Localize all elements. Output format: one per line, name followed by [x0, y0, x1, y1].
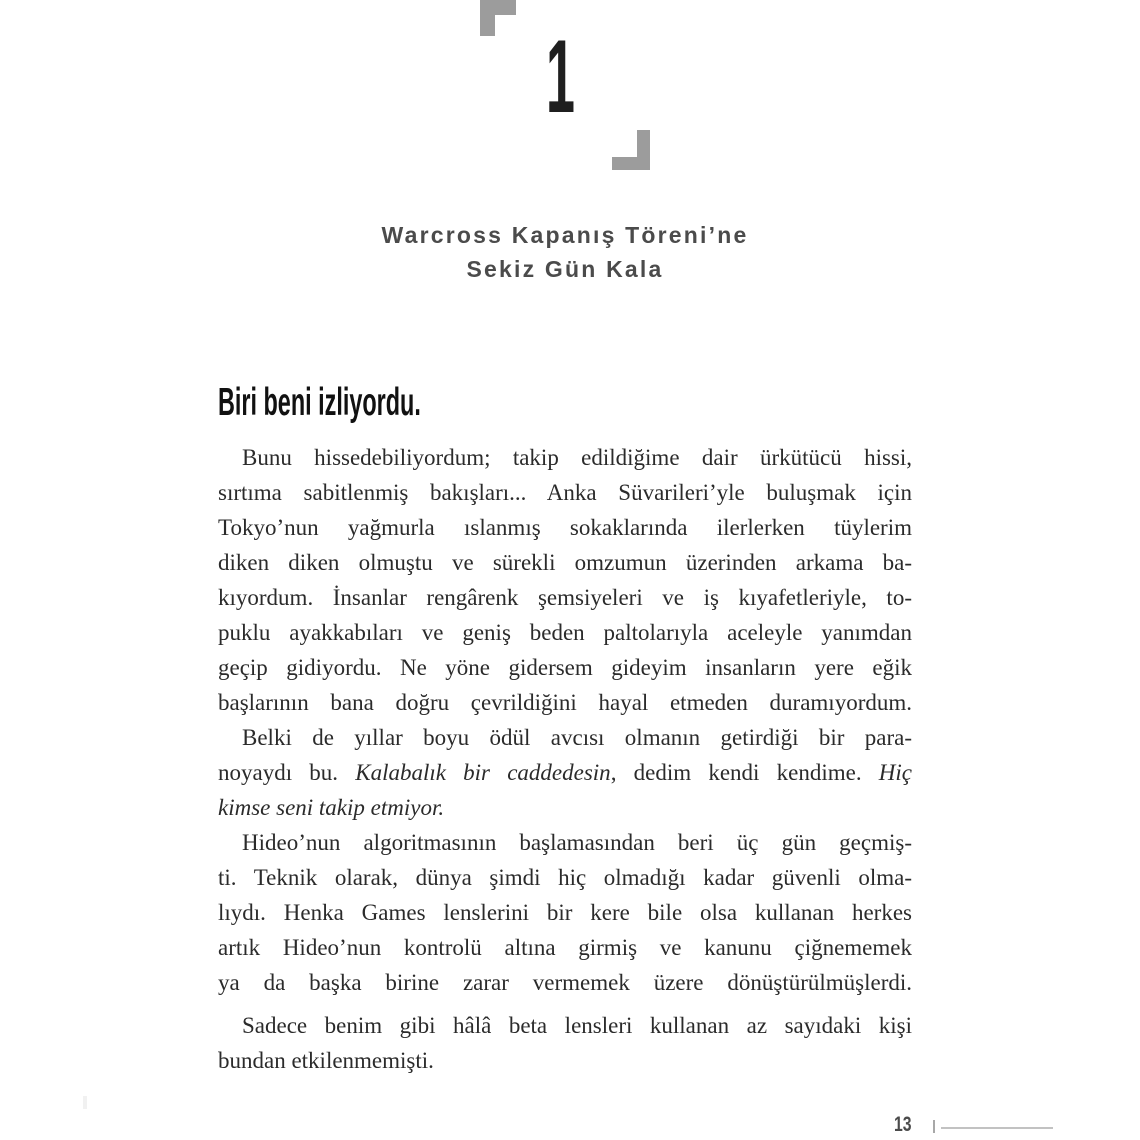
footer-tick: [933, 1120, 935, 1133]
paragraph: [218, 825, 912, 1000]
opening-line: Biri beni izliyordu.: [218, 381, 421, 424]
paragraph: [218, 720, 912, 825]
text-line: lıydı. Henka Games lenslerini bir kere bile olsa kullanan herkes: [218, 900, 912, 925]
text-line: artık Hideo’nun kontrolü altına girmiş ve kanunu çiğnememek: [218, 935, 912, 960]
text-line: puklu ayakkabıları ve geniş beden paltolarıyla aceleyle yanımdan: [218, 620, 912, 645]
corner-bracket-top-left-icon: [480, 0, 516, 36]
chapter-number: 1: [546, 19, 575, 135]
page-number: 13: [894, 1113, 912, 1136]
text-line: geçip gidiyordu. Ne yöne gidersem gideyim insanların yere eğik: [218, 655, 912, 680]
paragraph: [218, 440, 912, 720]
paragraph: [218, 1008, 912, 1078]
corner-bracket-bottom-right-icon: [612, 130, 650, 170]
text-line: Sadece benim gibi hâlâ beta lensleri kullanan az sayıdaki kişi: [242, 1013, 912, 1038]
chapter-subtitle-line-1: Warcross Kapanış Töreni’ne: [381, 222, 749, 248]
text-line: ti. Teknik olarak, dünya şimdi hiç olmadığı kadar güvenli olma-: [218, 865, 912, 890]
text-line: bundan etkilenmemişti.: [218, 1048, 434, 1073]
body-text: [218, 440, 912, 1078]
text-line: kıyordum. İnsanlar rengârenk şemsiyeleri ve iş kıyafetleriyle, to-: [218, 585, 912, 610]
footer-rule: [941, 1127, 1053, 1129]
text-line: kimse seni takip etmiyor.: [218, 795, 445, 820]
chapter-subtitle-line-2: Sekiz Gün Kala: [466, 256, 664, 282]
text-line: Belki de yıllar boyu ödül avcısı olmanın getirdiği bir para-: [242, 725, 912, 750]
text-line: sırtıma sabitlenmiş bakışları... Anka Süvarileri’yle buluşmak için: [218, 480, 912, 505]
margin-mark: [83, 1096, 87, 1109]
text-line: Tokyo’nun yağmurla ıslanmış sokaklarında ilerlerken tüylerim: [218, 515, 912, 540]
text-line: Hideo’nun algoritmasının başlamasından beri üç gün geçmiş-: [242, 830, 912, 855]
text-line: başlarının bana doğru çevrildiğini hayal etmeden duramıyordum.: [218, 690, 912, 715]
text-line: diken diken olmuştu ve sürekli omzumun üzerinden arkama ba-: [218, 550, 912, 575]
chapter-subtitle: [218, 218, 912, 286]
text-line: noyaydı bu. Kalabalık bir caddedesin, dedim kendi kendime. Hiç: [218, 760, 912, 785]
text-line: Bunu hissedebiliyordum; takip edildiğime dair ürkütücü hissi,: [242, 445, 912, 470]
text-line: ya da başka birine zarar vermemek üzere dönüştürülmüşlerdi.: [218, 970, 912, 995]
